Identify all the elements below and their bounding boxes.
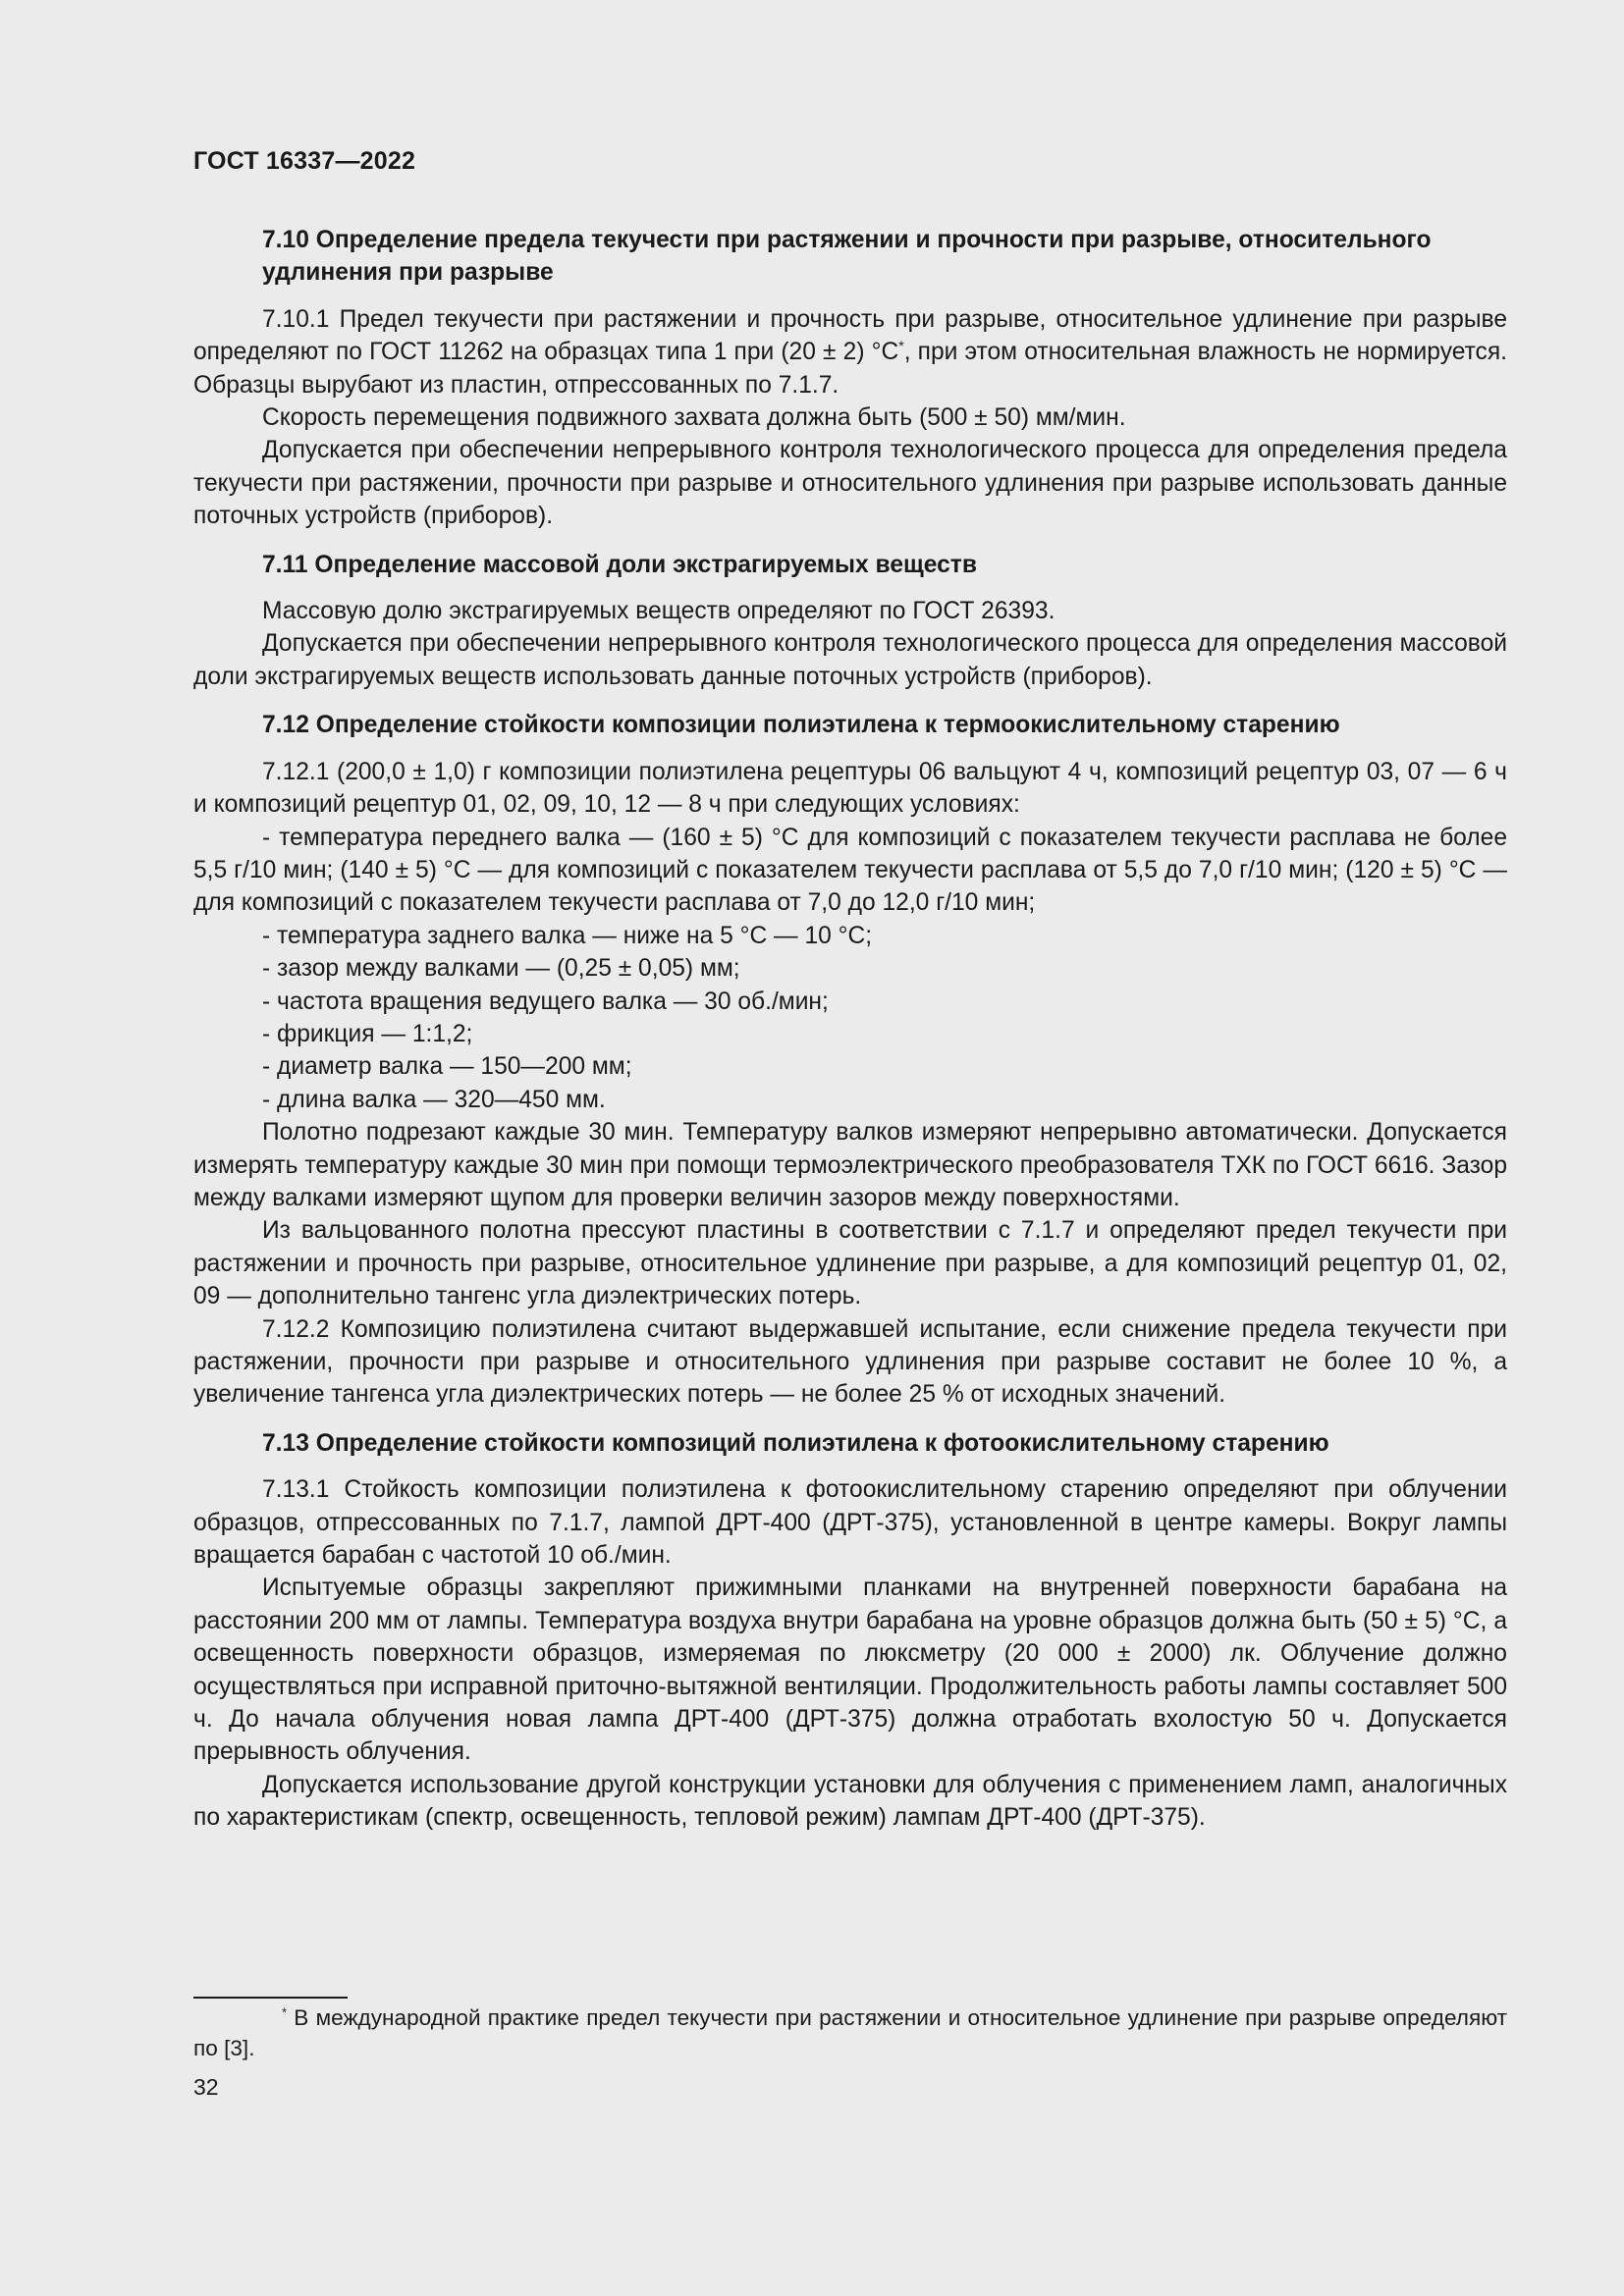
- paragraph: Допускается использование другой конструкции установки для облучения с применением ламп, аналогичных по характеристикам (спектр, освещенность, тепловой режим) лампам ДРТ-400 (ДРТ-375).: [193, 1771, 1507, 1832]
- paragraph: Скорость перемещения подвижного захвата должна быть (500 ± 50) мм/мин.: [262, 404, 1126, 432]
- paragraph: [193, 303, 1507, 401]
- document-body: [193, 224, 1507, 1835]
- footnote: [193, 2002, 1507, 2063]
- list-item: - длина валка — 320—450 мм.: [262, 1086, 606, 1113]
- document-header: ГОСТ 16337—2022: [193, 147, 416, 175]
- paragraph: Испытуемые образцы закрепляют прижимными планками на внутренней поверхности барабана на расстоянии 200 мм от лампы. Температура воздуха внутри барабана на уровне образцов должна быть (50 ± 5) °С, а освещенность поверхности образцов, измеряемая по люксметру (20 000 ± 2000) лк. Облучение должно осуществляться при исправной приточно-вытяжной вентиляции. Продолжительность работы лампы составляет 500 ч. До начала облучения новая лампа ДРТ-400 (ДРТ-375) должна отработать вхолостую 50 ч. Допускается прерывность облучения.: [193, 1575, 1507, 1766]
- paragraph: Допускается при обеспечении непрерывного контроля технологического процесса для определения массовой доли экстрагируемых веществ использовать данные поточных устройств (приборов).: [193, 630, 1507, 690]
- footnote-reference: *: [898, 338, 904, 354]
- paragraph: Массовую долю экстрагируемых веществ определяют по ГОСТ 26393.: [262, 598, 1056, 625]
- section-heading-7-12: 7.12 Определение стойкости композиции полиэтилена к термоокислительному старению: [262, 712, 1340, 739]
- paragraph: 7.12.1 (200,0 ± 1,0) г композиции полиэтилена рецептуры 06 вальцуют 4 ч, композиций рецептур 03, 07 — 6 ч и композиций рецептур 01, 02, 09, 10, 12 — 8 ч при следующих условиях:: [193, 758, 1507, 819]
- paragraph: 7.13.1 Стойкость композиции полиэтилена к фотоокислительному старению определяют при облучении образцов, отпрессованных по 7.1.7, лампой ДРТ-400 (ДРТ-375), установленной в центре камеры. Вокруг лампы вращается барабан с частотой 10 об./мин.: [193, 1476, 1507, 1570]
- paragraph-text: 7.10.1 Предел текучести при растяжении и прочность при разрыве, относительное удлинение при разрыве определяют по ГОСТ 11262 на образцах типа 1 при (20 ± 2) °С: [193, 305, 1507, 366]
- page-number: 32: [193, 2074, 219, 2100]
- list-item: - диаметр валка — 150—200 мм;: [262, 1053, 632, 1081]
- list-item: - зазор между валками — (0,25 ± 0,05) мм;: [262, 955, 740, 983]
- section-heading-7-11: 7.11 Определение массовой доли экстрагируемых веществ: [262, 551, 977, 578]
- list-item: - температура заднего валка — ниже на 5 °С — 10 °С;: [262, 922, 873, 949]
- list-item: - частота вращения ведущего валка — 30 об./мин;: [262, 988, 829, 1015]
- footnote-mark: *: [282, 2004, 288, 2020]
- footnote-divider: [193, 1997, 348, 1999]
- section-heading-7-10: 7.10 Определение предела текучести при растяжении и прочности при разрыве, относительного удлинения при разрыве: [262, 227, 1432, 287]
- paragraph-text: , при этом относительная влажность не нормируется. Образцы вырубают из пластин, отпрессованных по 7.1.7.: [193, 339, 1508, 399]
- list-item: - фрикция — 1:1,2;: [262, 1020, 473, 1047]
- section-heading-7-13: 7.13 Определение стойкости композиций полиэтилена к фотоокислительному старению: [262, 1429, 1329, 1457]
- footnote-text: В международной практике предел текучести при растяжении и относительное удлинение при разрыве определяют по [3].: [193, 2005, 1507, 2060]
- paragraph: Полотно подрезают каждые 30 мин. Температуру валков измеряют непрерывно автоматически. Допускается измерять температуру каждые 30 мин при помощи термоэлектрического преобразователя ТХК по ГОСТ 6616. Зазор между валками измеряют щупом для проверки величин зазоров между поверхностями.: [193, 1119, 1507, 1211]
- paragraph: Из вальцованного полотна прессуют пластины в соответствии с 7.1.7 и определяют предел текучести при растяжении и прочность при разрыве, относительное удлинение при разрыве, а для композиций рецептур 01, 02, 09 — дополнительно тангенс угла диэлектрических потерь.: [193, 1217, 1507, 1310]
- paragraph: Допускается при обеспечении непрерывного контроля технологического процесса для определения предела текучести при растяжении, прочности при разрыве и относительного удлинения при разрыве использовать данные поточных устройств (приборов).: [193, 437, 1507, 530]
- list-item: - температура переднего валка — (160 ± 5) °С для композиций с показателем текучести расплава не более 5,5 г/10 мин; (140 ± 5) °С — для композиций с показателем текучести расплава от 5,5 до 7,0 г/10 мин; (120 ± 5) °С — для композиций с показателем текучести расплава от 7,0 до 12,0 г/10 мин;: [193, 824, 1507, 917]
- paragraph: 7.12.2 Композицию полиэтилена считают выдержавшей испытание, если снижение предела текучести при растяжении, прочности при разрыве и относительного удлинения при разрыве составит не более 10 %, а увеличение тангенса угла диэлектрических потерь — не более 25 % от исходных значений.: [193, 1315, 1507, 1409]
